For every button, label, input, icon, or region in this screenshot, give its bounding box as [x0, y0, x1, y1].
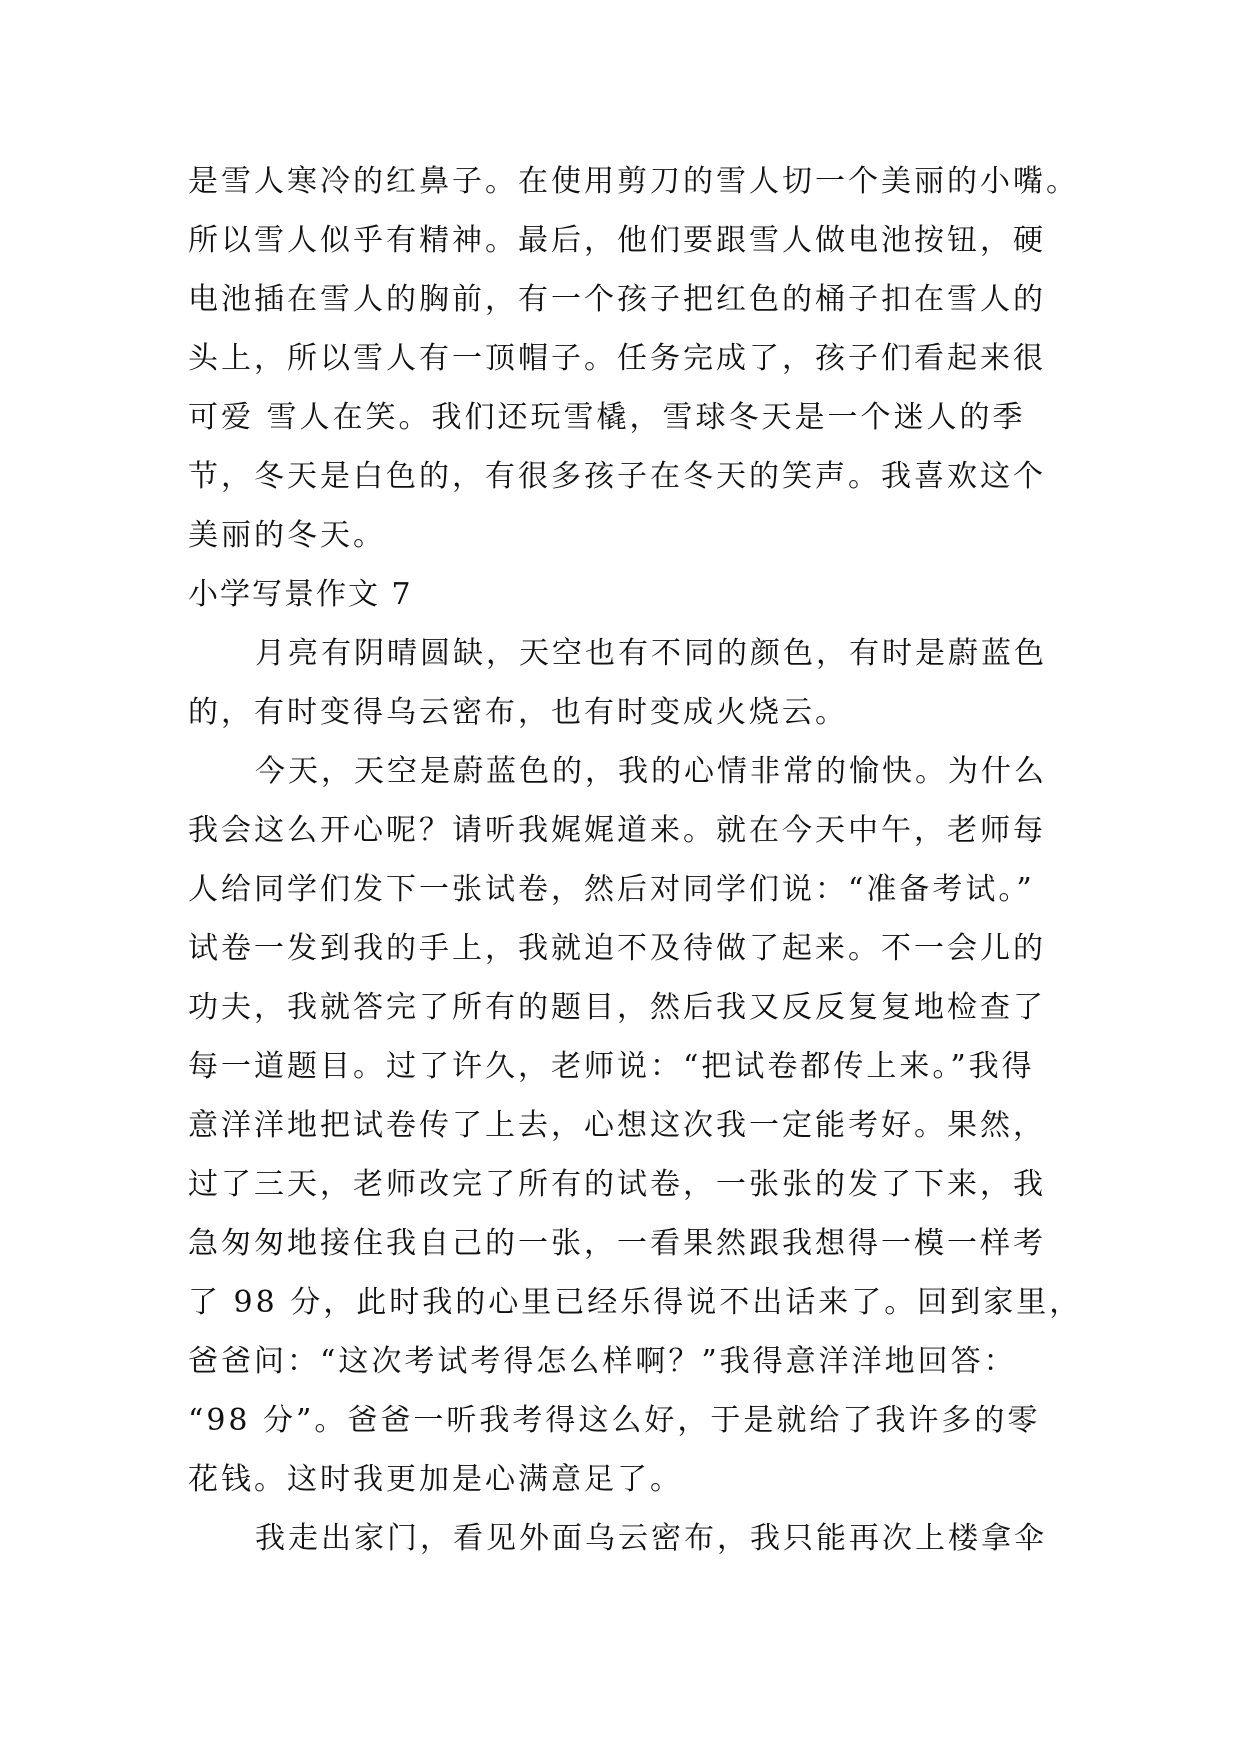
text-line: 每一道题目。过了许久，老师说：“把试卷都传上来。”我得	[188, 1049, 1035, 1084]
text-line: 是雪人寒冷的红鼻子。在使用剪刀的雪人切一个美丽的小嘴。	[188, 164, 1079, 199]
text-line: 过了三天，老师改完了所有的试卷，一张张的发了下来，我	[188, 1167, 1046, 1202]
text-line: 头上，所以雪人有一顶帽子。任务完成了，孩子们看起来很	[188, 341, 1046, 376]
text-line: “98 分”。爸爸一听我考得这么好，于是就给了我许多的零	[188, 1403, 1041, 1438]
section-heading: 小学写景作文 7	[188, 577, 413, 612]
text-line: 功夫，我就答完了所有的题目，然后我又反反复复地检查了	[188, 990, 1046, 1025]
text-line: 爸爸问：“这次考试考得怎么样啊？”我得意洋洋地回答：	[188, 1344, 1017, 1379]
paragraph-first-line: 月亮有阴晴圆缺，天空也有不同的颜色，有时是蔚蓝色	[255, 636, 1047, 671]
text-line: 意洋洋地把试卷传了上去，心想这次我一定能考好。果然，	[188, 1108, 1046, 1143]
paragraph-first-line: 我走出家门，看见外面乌云密布，我只能再次上楼拿伞	[255, 1521, 1047, 1556]
text-line: 了 98 分，此时我的心里已经乐得说不出话来了。回到家里，	[188, 1285, 1083, 1320]
text-line: 我会这么开心呢？请听我娓娓道来。就在今天中午，老师每	[188, 813, 1046, 848]
text-line: 的，有时变得乌云密布，也有时变成火烧云。	[188, 695, 848, 730]
text-line: 急匆匆地接住我自己的一张，一看果然跟我想得一模一样考	[188, 1226, 1046, 1261]
text-line: 美丽的冬天。	[188, 518, 386, 553]
text-line: 人给同学们发下一张试卷，然后对同学们说：“准备考试。”	[188, 872, 1035, 907]
text-line: 节，冬天是白色的，有很多孩子在冬天的笑声。我喜欢这个	[188, 459, 1046, 494]
text-line: 所以雪人似乎有精神。最后，他们要跟雪人做电池按钮，硬	[188, 223, 1046, 258]
text-line: 可爱 雪人在笑。我们还玩雪橇，雪球冬天是一个迷人的季	[188, 400, 1026, 435]
text-line: 电池插在雪人的胸前，有一个孩子把红色的桶子扣在雪人的	[188, 282, 1046, 317]
paragraph-first-line: 今天，天空是蔚蓝色的，我的心情非常的愉快。为什么	[255, 754, 1047, 789]
text-line: 花钱。这时我更加是心满意足了。	[188, 1462, 683, 1497]
text-line: 试卷一发到我的手上，我就迫不及待做了起来。不一会儿的	[188, 931, 1046, 966]
